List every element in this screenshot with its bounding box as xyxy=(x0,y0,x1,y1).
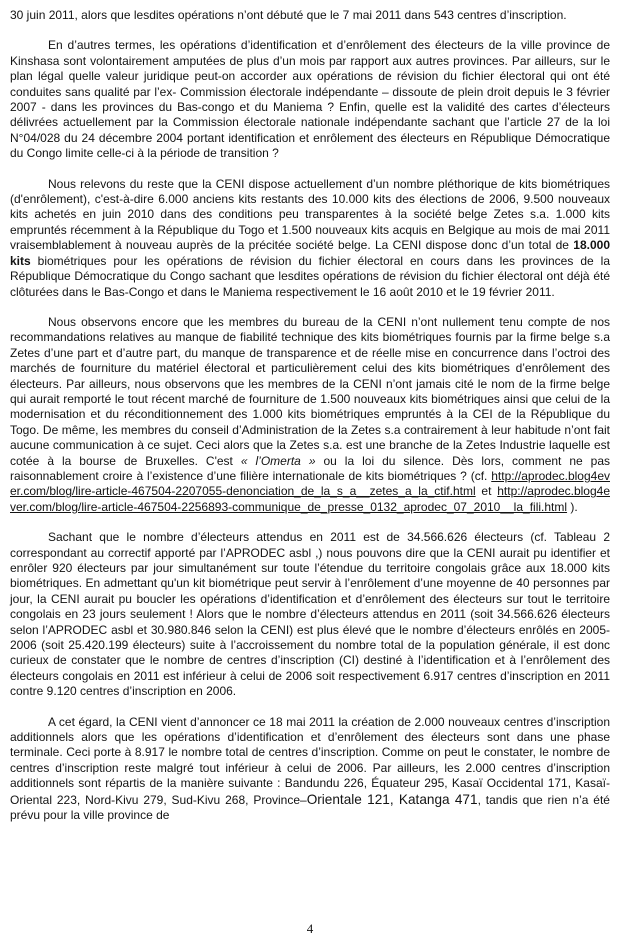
hyperlink-denonciation-zetes[interactable]: http://aprodec.blog4ever.com/blog/lire-article-467504-2207055-denonciation_de_la_s_a__zetes_a_la_ctif.html xyxy=(10,468,610,499)
text-run: Nous relevons du reste que la CENI dispose actuellement d’un nombre pléthorique de kits biométriques (d'enrôlement), c'est-à-dire 6.000 anciens kits restants des 10.000 kits des élections de 2006, 9.500 nouveaux kits achetés en juin 2010 dans des conditions peu transparentes à la société belge Zetes s.a. 1.000 kits empruntés récemment à la République du Togo et 1.500 nouveaux kits acquis en Belgique au mois de mai 2011 vraisemblablement à nouveau auprès de la précitée société belge. La CENI dispose donc d’un total de xyxy=(10,176,610,253)
page-number: 4 xyxy=(306,920,314,936)
italic-text-run: « l’Omerta » xyxy=(240,453,316,468)
text-run: 30 juin 2011, alors que lesdites opérations n’ont débuté que le 7 mai 2011 dans 543 centres d’inscription. xyxy=(10,8,567,22)
text-run: ). xyxy=(567,499,578,514)
paragraph xyxy=(10,177,610,300)
text-run: Sachant que le nombre d’électeurs attendus en 2011 est de 34.566.626 électeurs (cf. Tableau 2 correspondant au correctif apporté par l’APRODEC asbl ,) nous pouvons dire que la CENI aurait pu identifier et enrôler 920 électeurs par jour simultanément sur toute l’étendue du territoire congolais grâce aux 18.000 kits biométriques. En admettant qu'un kit biométrique peut servir à l’enrôlement d’une moyenne de 40 personnes par jour, la CENI aurait pu boucler les opérations d’identification et d’enrôlement des électeurs sur tout le territoire congolais en 23 jours seulement ! Alors que le nombre d’électeurs attendus en 2011 (soit 34.566.626 électeurs selon l’APRODEC asbl et 30.980.846 selon la CENI) est plus élevé que le nombre d’électeurs enrôlés en 2005-2006 (soit 25.420.199 électeurs) suite à l’accroissement du nombre total de la population générale, il est donc curieux de constater que le nombre de centres d’inscription (CI) destiné à l’identification et à l’enrôlement des électeurs congolais en 2011 est inférieur à celui de 2006 soit respectivement 6.917 centres d’inscription en 2011 contre 9.120 centres d’inscription en 2006. xyxy=(10,530,610,699)
paragraph xyxy=(10,530,610,699)
paragraph xyxy=(10,8,610,23)
text-run: En d’autres termes, les opérations d’identification et d’enrôlement des électeurs de la ville province de Kinshasa sont volontairement amputées de plus d’un mois par rapport aux autres provinces. Par ailleurs, sur le plan légal quelle valeur juridique peut-on accorder aux opérations de révision du fichier électoral qui ont été conduites sans qualité par l’ex- Commission électorale indépendante – dissoute de plein droit depuis le 3 février 2007 - dans les provinces du Bas-congo et du Maniema ? Enfin, quelle est la validité des cartes d’électeurs délivrées actuellement par la Commission électorale nationale indépendante sachant que l’article 27 de la loi N°04/028 du 24 décembre 2004 portant identification et enrôlement des électeurs en République Démocratique du Congo limite celle-ci à la période de transition ? xyxy=(10,38,610,161)
paragraph xyxy=(10,315,610,515)
text-run: ou la loi du silence. Dès lors, comment ne pas raisonnablement croire à l’existence d’une filière internationale de kits biométriques ? (cf. xyxy=(10,453,611,483)
text-run: Nous observons encore que les membres du bureau de la CENI n’ont nullement tenu compte de nos recommandations relatives au manque de fiabilité technique des kits biométriques fournis par la firme belge s.a Zetes d’une part et d’autre part, du manque de transparence et de réelle mise en concurrence dans l’octroi des marchés de fourniture du matériel électoral et particulièrement celui des kits biométriques d’enrôlement des électeurs. Par ailleurs, nous observons que les membres de la CENI n’ont jamais cité le nom de la firme belge qui aurait remporté le tout récent marché de fourniture de 1.500 nouveaux kits biométriques ainsi que celui de la modernisation et du réconditionnement des 1.000 kits biométriques empruntés à la CEI de la République du Togo. De même, les membres du conseil d’Administration de la Zetes s.a contrairement à leur habitude n’ont fait aucune communication à ce sujet. Ceci alors que la Zetes s.a. est une branche de la Zetes Industrie laquelle est cotée à la bourse de Bruxelles. C'est xyxy=(10,314,610,468)
paragraph xyxy=(10,715,610,824)
text-run: , tandis que rien n’a été prévu pour la ville province de xyxy=(10,792,610,823)
text-run: biométriques pour les opérations de révision du fichier électoral en cours dans les provinces de la République Démocratique du Congo sachant que lesdites opérations de révision du fichier électoral ont déjà été clôturées dans le Bas-Congo et dans le Maniema respectivement le 16 août 2010 et le 19 février 2011. xyxy=(10,253,610,299)
text-run: A cet égard, la CENI vient d’annoncer ce 18 mai 2011 la création de 2.000 nouveaux centres d’inscription additionnels alors que les opérations d’identification et d’enrôlement des électeurs sont dans une phase terminale. Ceci porte à 8.917 le nombre total de centres d’inscription. Comme on peut le constater, le nombre de centres d’inscription reste malgré tout inférieur à celui de 2006. Par ailleurs, les 2.000 centres d’inscription additionnels sont répartis de la manière suivante : Bandundu 226, Équateur 295, Kasaï Occidental 171, Kasaï-Oriental 223, Nord-Kivu 279, Sud-Kivu 268, Province– xyxy=(10,714,610,807)
paragraph xyxy=(10,38,610,161)
text-run: et xyxy=(475,484,498,499)
large-text-run: Orientale 121, Katanga 471 xyxy=(306,791,478,807)
hyperlink-communique-presse[interactable]: http://aprodec.blog4ever.com/blog/lire-article-467504-2256893-communique_de_presse_0132_aprodec_07_2010__la_fili.html xyxy=(10,484,610,514)
bold-text-run: 18.000 kits xyxy=(10,238,610,268)
